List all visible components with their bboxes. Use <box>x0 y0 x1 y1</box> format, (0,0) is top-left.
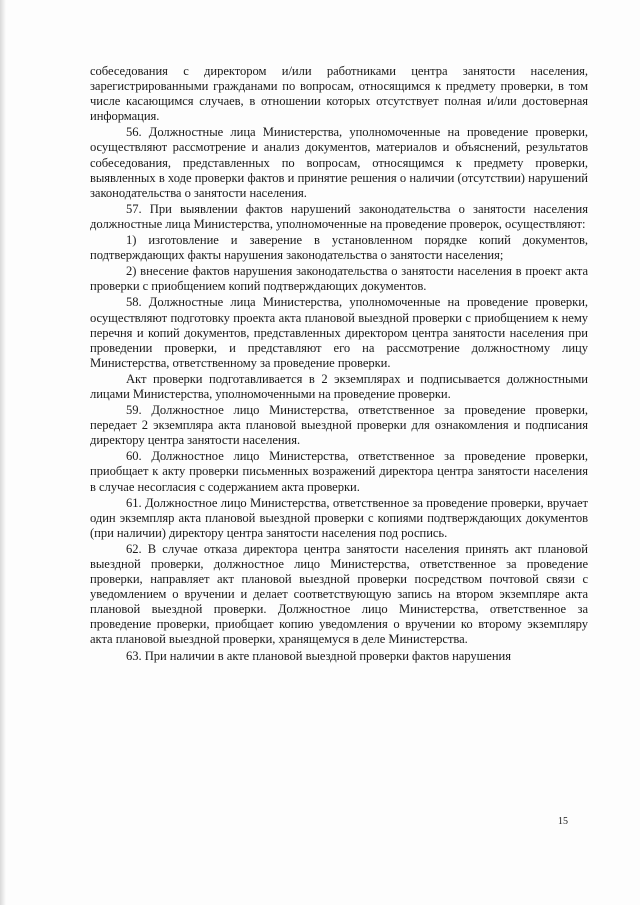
paragraph-57: 57. При выявлении фактов нарушений законодательства о занятости населения должностные лица Министерства, уполномоченные на проведение проверок, осуществляют: <box>90 201 588 231</box>
scan-edge-shadow <box>0 0 6 905</box>
paragraph-57-item-1: 1) изготовление и заверение в установленном порядке копий документов, подтверждающих факты нарушения законодательства о занятости населения; <box>90 233 588 263</box>
paragraph-62: 62. В случае отказа директора центра занятости населения принять акт плановой выездной проверки, должностное лицо Министерства, ответственное за проведение проверки, направляет акт плановой выездной проверки посредством почтовой связи с уведомлением о вручении и делает соответствующую запись на втором экземпляре акта плановой выездной проверки. Должностное лицо Министерства, ответственное за проведение проверки, приобщает копию уведомления о вручении ко второму экземпляру акта плановой выездной проверки, хранящемуся в деле Министерства. <box>90 541 588 647</box>
paragraph-63: 63. При наличии в акте плановой выездной проверки фактов нарушения <box>126 648 511 663</box>
paragraph-60: 60. Должностное лицо Министерства, ответственное за проведение проверки, приобщает к акту проверки письменных возражений директора центра занятости населения в случае несогласия с содержанием акта проверки. <box>90 449 588 494</box>
paragraph-58: 58. Должностные лица Министерства, уполномоченные на проведение проверки, осуществляют подготовку проекта акта плановой выездной проверки с приобщением к нему перечня и копий документов, представленных директором центра занятости населения при проведении проверки, и представляют его на рассмотрение должностному лицу Министерства, ответственному за проведение проверки. <box>90 295 588 370</box>
paragraph-61: 61. Должностное лицо Министерства, ответственное за проведение проверки, вручает один экземпляр акта плановой выездной проверки с копиями подтверждающих документов (при наличии) директору центра занятости населения под роспись. <box>90 495 588 540</box>
paragraph-58-act: Акт проверки подготавливается в 2 экземплярах и подписывается должностными лицами Министерства, уполномоченными на проведение проверки. <box>90 371 588 401</box>
document-body <box>90 64 588 665</box>
page-number: 15 <box>558 816 568 827</box>
paragraph-56: 56. Должностные лица Министерства, уполномоченные на проведение проверки, осуществляют рассмотрение и анализ документов, материалов и объяснений, результатов собеседования, представленных по вопросам, относящимся к предмету проверки, выявленных в ходе проверки фактов и принятие решения о наличии (отсутствии) нарушений законодательства о занятости населения. <box>90 125 588 200</box>
paragraph-59: 59. Должностное лицо Министерства, ответственное за проведение проверки, передает 2 экземпляра акта плановой выездной проверки для ознакомления и подписания директору центра занятости населения. <box>90 403 588 448</box>
paragraph-57-item-2: 2) внесение фактов нарушения законодательства о занятости населения в проект акта проверки с приобщением копий подтверждающих документов. <box>90 264 588 294</box>
paragraph-continuation: собеседования с директором и/или работниками центра занятости населения, зарегистрированными гражданами по вопросам, относящимся к предмету проверки, в том числе касающимся случаев, в отношении которых отсутствует полная и/или достоверная информация. <box>90 64 588 124</box>
